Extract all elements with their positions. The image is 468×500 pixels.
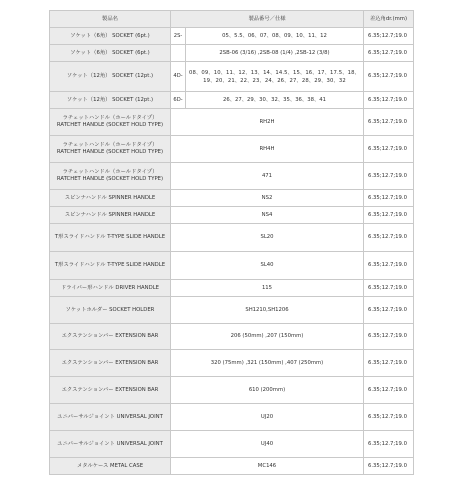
- product-name-cell: エクステンションバー EXTENSION BAR: [50, 377, 171, 404]
- table-header-row: [50, 11, 414, 28]
- table-row: [50, 404, 414, 431]
- header-product-number-spec: 製品番号／仕様: [171, 11, 364, 28]
- product-name-cell: スピンナハンドル SPINNER HANDLE: [50, 207, 171, 224]
- product-name-cell: メタルケース METAL CASE: [50, 458, 171, 475]
- product-spec-cell: 26、27、29、30、32、35、36、38、41: [186, 92, 364, 109]
- product-name-cell: ソケット（12角） SOCKET (12pt.): [50, 62, 171, 92]
- table-row: [50, 252, 414, 280]
- drive-size-cell: 6.35;12.7;19.0: [364, 163, 414, 190]
- table-row: [50, 92, 414, 109]
- product-spec-cell: NS2: [171, 190, 364, 207]
- drive-size-cell: 6.35;12.7;19.0: [364, 404, 414, 431]
- product-name-cell: ラチェットハンドル（ホールドタイプ） RATCHET HANDLE (SOCKET HOLD TYPE): [50, 163, 171, 190]
- product-name-cell: T形スライドハンドル T-TYPE SLIDE HANDLE: [50, 252, 171, 280]
- product-spec-cell: SL20: [171, 224, 364, 252]
- product-name-cell: ソケットホルダー SOCKET HOLDER: [50, 297, 171, 324]
- product-spec-cell: 05、5.5、06、07、08、09、10、11、12: [186, 28, 364, 45]
- table-row: [50, 350, 414, 377]
- product-spec-cell: 471: [171, 163, 364, 190]
- header-drive-size: 差込角dr.(mm): [364, 11, 414, 28]
- product-name-cell: エクステンションバー EXTENSION BAR: [50, 324, 171, 350]
- drive-size-cell: 6.35;12.7;19.0: [364, 62, 414, 92]
- table-row: [50, 324, 414, 350]
- table-row: [50, 224, 414, 252]
- product-spec-cell: 206 (50mm) ,207 (150mm): [171, 324, 364, 350]
- table-row: [50, 45, 414, 62]
- table-row: [50, 280, 414, 297]
- product-name-cell: ラチェットハンドル（ホールドタイプ） RATCHET HANDLE (SOCKET HOLD TYPE): [50, 136, 171, 163]
- product-spec-cell: 610 (200mm): [171, 377, 364, 404]
- drive-size-cell: 6.35;12.7;19.0: [364, 190, 414, 207]
- product-spec-cell: RH4H: [171, 136, 364, 163]
- drive-size-cell: 6.35;12.7;19.0: [364, 252, 414, 280]
- product-table-container: [49, 10, 413, 475]
- product-name-cell: ソケット（6角） SOCKET (6pt.): [50, 45, 171, 62]
- table-row: [50, 377, 414, 404]
- table-row: [50, 28, 414, 45]
- drive-size-cell: 6.35;12.7;19.0: [364, 28, 414, 45]
- product-spec-cell: NS4: [171, 207, 364, 224]
- product-spec-cell: 08、09、10、11、12、13、14、14.5、15、16、17、17.5、18、19、20、21、22、23、24、26、27、28、29、30、32: [186, 62, 364, 92]
- table-row: [50, 431, 414, 458]
- product-name-cell: ラチェットハンドル（ホールドタイプ） RATCHET HANDLE (SOCKET HOLD TYPE): [50, 109, 171, 136]
- table-row: [50, 136, 414, 163]
- product-name-cell: ユニバーサルジョイント UNIVERSAL JOINT: [50, 404, 171, 431]
- drive-size-cell: 6.35;12.7;19.0: [364, 207, 414, 224]
- product-prefix-cell: 4D-: [171, 62, 186, 92]
- drive-size-cell: 6.35;12.7;19.0: [364, 350, 414, 377]
- table-row: [50, 458, 414, 475]
- drive-size-cell: 6.35;12.7;19.0: [364, 458, 414, 475]
- product-spec-cell: UJ40: [171, 431, 364, 458]
- product-prefix-cell: 2S-: [171, 28, 186, 45]
- product-spec-cell: UJ20: [171, 404, 364, 431]
- drive-size-cell: 6.35;12.7;19.0: [364, 431, 414, 458]
- product-spec-cell: MC146: [171, 458, 364, 475]
- drive-size-cell: 6.35;12.7;19.0: [364, 45, 414, 62]
- product-name-cell: ユニバーサルジョイント UNIVERSAL JOINT: [50, 431, 171, 458]
- product-name-cell: ソケット（6角） SOCKET (6pt.): [50, 28, 171, 45]
- header-product-name: 製品名: [50, 11, 171, 28]
- product-spec-cell: SL40: [171, 252, 364, 280]
- product-spec-cell: 320 (75mm) ,321 (150mm) ,407 (250mm): [171, 350, 364, 377]
- product-spec-cell: SH1210,SH1206: [171, 297, 364, 324]
- product-spec-cell: RH2H: [171, 109, 364, 136]
- drive-size-cell: 6.35;12.7;19.0: [364, 224, 414, 252]
- drive-size-cell: 6.35;12.7;19.0: [364, 109, 414, 136]
- drive-size-cell: 6.35;12.7;19.0: [364, 136, 414, 163]
- table-row: [50, 297, 414, 324]
- table-row: [50, 207, 414, 224]
- table-row: [50, 109, 414, 136]
- table-row: [50, 163, 414, 190]
- product-name-cell: ドライバー形ハンドル DRIVER HANDLE: [50, 280, 171, 297]
- drive-size-cell: 6.35;12.7;19.0: [364, 280, 414, 297]
- table-row: [50, 62, 414, 92]
- product-spec-cell: 2SB-06 (3/16) ,2SB-08 (1/4) ,2SB-12 (3/8): [186, 45, 364, 62]
- product-name-cell: エクステンションバー EXTENSION BAR: [50, 350, 171, 377]
- product-prefix-cell: [171, 45, 186, 62]
- table-row: [50, 190, 414, 207]
- drive-size-cell: 6.35;12.7;19.0: [364, 297, 414, 324]
- drive-size-cell: 6.35;12.7;19.0: [364, 377, 414, 404]
- product-spec-table: [49, 10, 414, 475]
- drive-size-cell: 6.35;12.7;19.0: [364, 324, 414, 350]
- product-name-cell: ソケット（12角） SOCKET (12pt.): [50, 92, 171, 109]
- product-name-cell: スピンナハンドル SPINNER HANDLE: [50, 190, 171, 207]
- product-spec-cell: 115: [171, 280, 364, 297]
- drive-size-cell: 6.35;12.7;19.0: [364, 92, 414, 109]
- product-prefix-cell: 6D-: [171, 92, 186, 109]
- product-name-cell: T形スライドハンドル T-TYPE SLIDE HANDLE: [50, 224, 171, 252]
